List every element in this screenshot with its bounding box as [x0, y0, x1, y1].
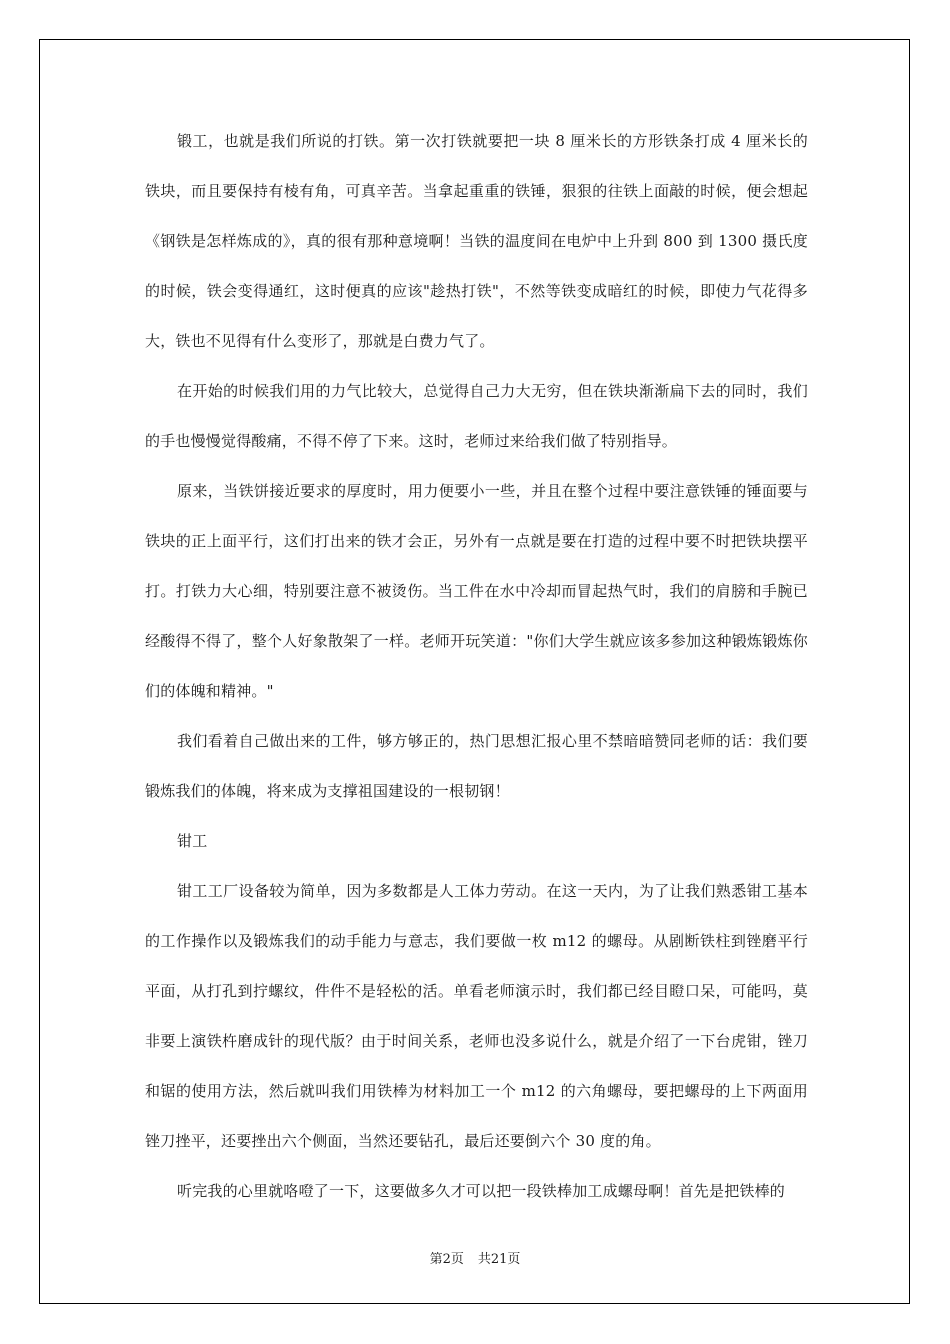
- paragraph-forging-effort: 在开始的时候我们用的力气比较大，总觉得自己力大无穷，但在铁块渐渐扁下去的同时，我们的手也慢慢觉得酸痛，不得不停了下来。这时，老师过来给我们做了特别指导。: [145, 382, 808, 450]
- paragraph-forging-intro: 锻工，也就是我们所说的打铁。第一次打铁就要把一块 8 厘米长的方形铁条打成 4 厘米长的铁块，而且要保持有棱有角，可真辛苦。当拿起重重的铁锤，狠狠的往铁上面敲的时候，便会想起《钢铁是怎样炼成的》，真的很有那种意境啊！当铁的温度间在电炉中上升到 800 到 1300 摄氏度的时候，铁会变得通红，这时便真的应该"趁热打铁"，不然等铁变成暗红的时候，即使力气花得多大，铁也不见得有什么变形了，那就是白费力气了。: [145, 132, 808, 350]
- paragraph-forging-technique: 原来，当铁饼接近要求的厚度时，用力便要小一些，并且在整个过程中要注意铁锤的锤面要与铁块的正上面平行，这们打出来的铁才会正，另外有一点就是要在打造的过程中要不时把铁块摆平打。打铁力大心细，特别要注意不被烫伤。当工件在水中冷却而冒起热气时，我们的肩膀和手腕已经酸得不得了，整个人好象散架了一样。老师开玩笑道："你们大学生就应该多参加这种锻炼锻炼你们的体魄和精神。": [145, 482, 808, 700]
- section-heading-fitter: 钳工: [177, 832, 208, 850]
- paragraph-fitter-intro: 钳工工厂设备较为简单，因为多数都是人工体力劳动。在这一天内，为了让我们熟悉钳工基本的工作操作以及锻炼我们的动手能力与意志，我们要做一枚 m12 的螺母。从剧断铁柱到锉磨平行平面，从打孔到拧螺纹，件件不是轻松的活。单看老师演示时，我们都已经目瞪口呆，可能吗，莫非要上演铁杵磨成针的现代版？由于时间关系，老师也没多说什么，就是介绍了一下台虎钳，锉刀和锯的使用方法，然后就叫我们用铁棒为材料加工一个 m12 的六角螺母，要把螺母的上下两面用锉刀挫平，还要挫出六个侧面，当然还要钻孔，最后还要倒六个 30 度的角。: [145, 882, 808, 1150]
- page-number: 第2页: [429, 1252, 464, 1267]
- page-total: 共21页: [477, 1252, 521, 1267]
- paragraph-forging-conclusion: 我们看着自己做出来的工件，够方够正的，热门思想汇报心里不禁暗暗赞同老师的话：我们要锻炼我们的体魄，将来成为支撑祖国建设的一根韧钢！: [145, 732, 808, 800]
- document-body: [145, 116, 808, 1216]
- paragraph-fitter-start: 听完我的心里就咯噔了一下，这要做多久才可以把一段铁棒加工成螺母啊！首先是把铁棒的: [177, 1182, 786, 1200]
- page-footer: [0, 1248, 950, 1267]
